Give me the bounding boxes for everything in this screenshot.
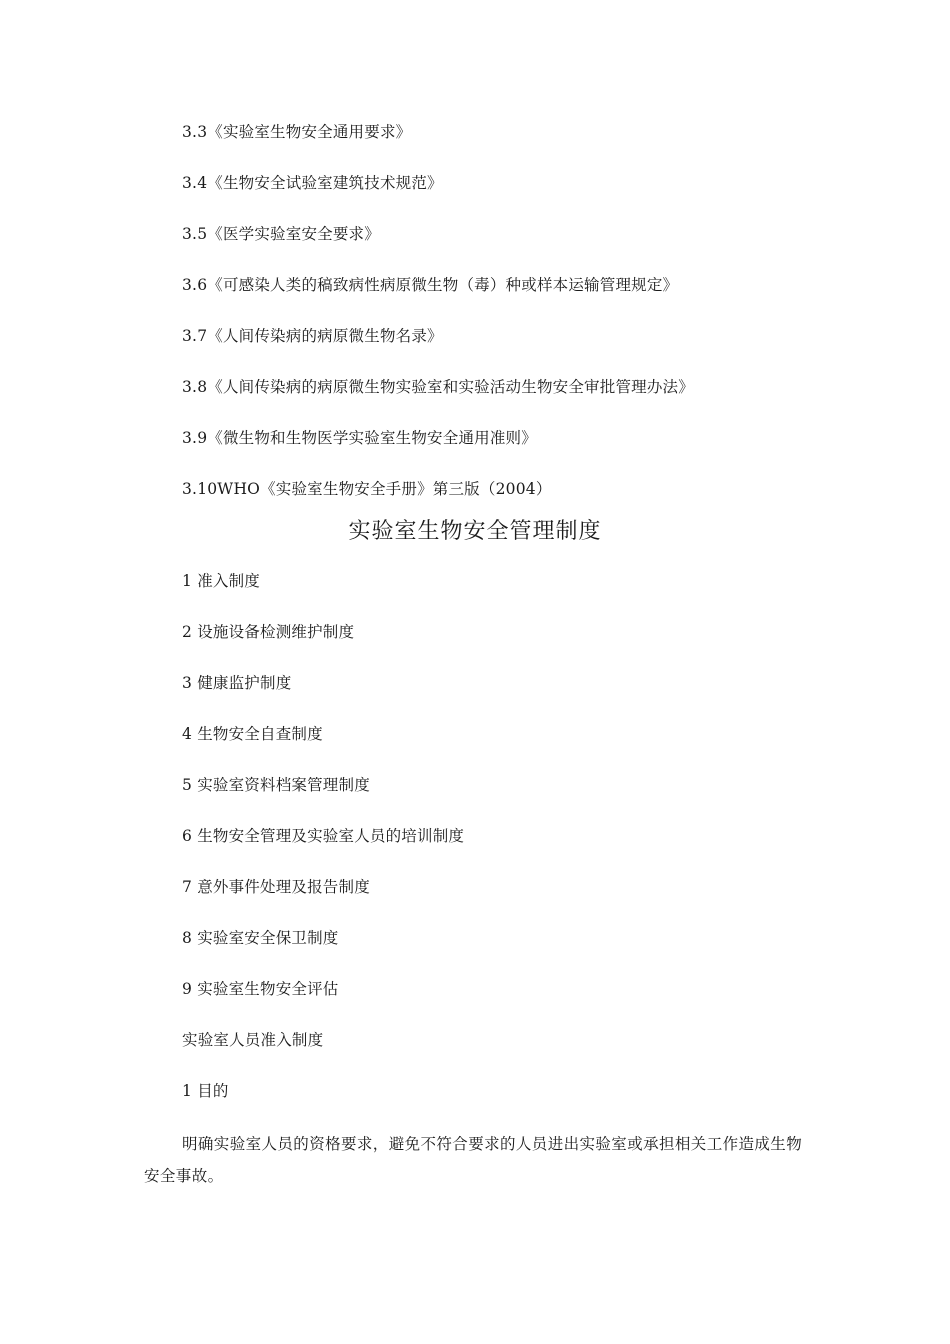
system-item: 3 健康监护制度 [182, 674, 292, 692]
system-item: 5 实验室资料档案管理制度 [182, 776, 370, 794]
reference-item: 3.10WHO《实验室生物安全手册》第三版（2004） [182, 480, 552, 498]
subsection-title: 实验室人员准入制度 [182, 1031, 324, 1049]
reference-item: 3.5《医学实验室安全要求》 [182, 225, 380, 243]
system-item: 6 生物安全管理及实验室人员的培训制度 [182, 827, 465, 845]
reference-item: 3.9《微生物和生物医学实验室生物安全通用准则》 [182, 429, 537, 447]
section-title: 实验室生物安全管理制度 [348, 519, 602, 544]
reference-item: 3.8《人间传染病的病原微生物实验室和实验活动生物安全审批管理办法》 [182, 378, 694, 396]
reference-item: 3.6《可感染人类的稿致病性病原微生物（毒）种或样本运输管理规定》 [182, 276, 679, 294]
purpose-heading: 1 目的 [182, 1082, 229, 1100]
system-item: 4 生物安全自查制度 [182, 725, 323, 743]
system-item: 8 实验室安全保卫制度 [182, 929, 339, 947]
reference-item: 3.3《实验室生物安全通用要求》 [182, 123, 412, 141]
system-item: 7 意外事件处理及报告制度 [182, 878, 370, 896]
system-item: 2 设施设备检测维护制度 [182, 623, 355, 641]
system-item: 1 准入制度 [182, 572, 260, 590]
system-item: 9 实验室生物安全评估 [182, 980, 339, 998]
reference-item: 3.7《人间传染病的病原微生物名录》 [182, 327, 443, 345]
purpose-paragraph: 明确实验室人员的资格要求，避免不符合要求的人员进出实验室或承担相关工作造成生物安全事故。 [144, 1135, 803, 1185]
reference-item: 3.4《生物安全试验室建筑技术规范》 [182, 174, 443, 192]
